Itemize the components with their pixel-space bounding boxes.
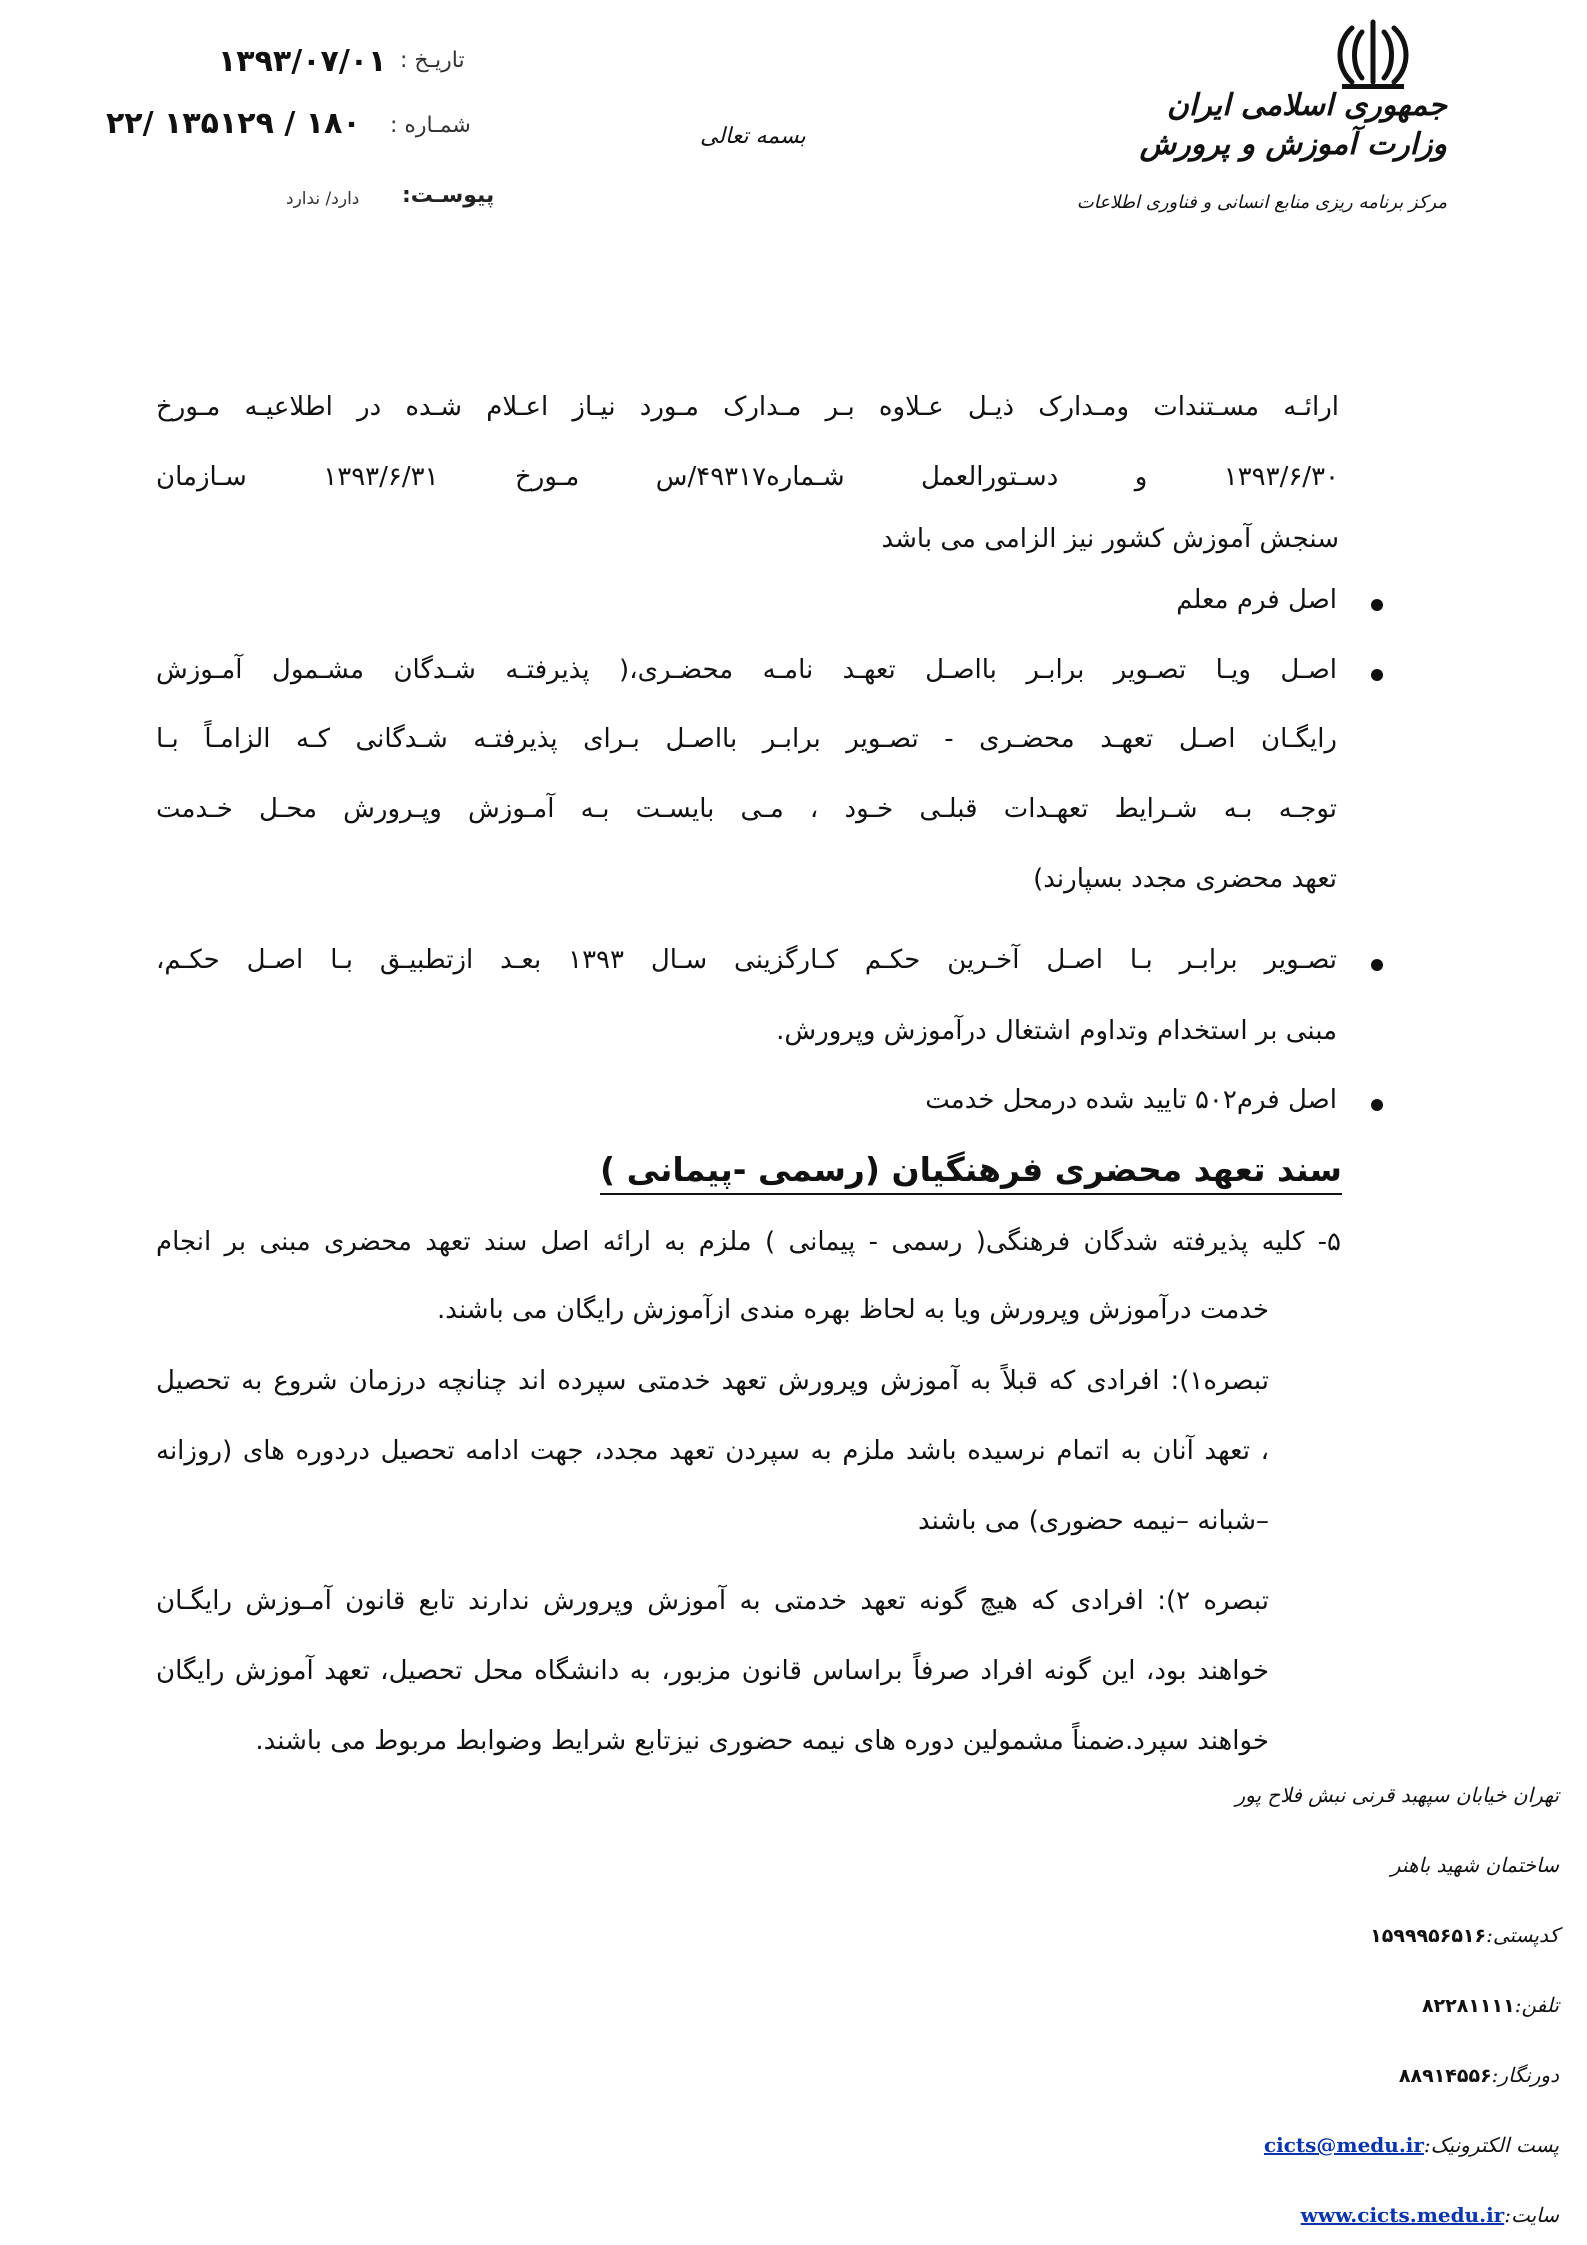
intro-line-2: ۱۳۹۳/۶/۳۰ و دسـتورالعمل شـماره۴۹۳۱۷/س مـورخ ۱۳۹۳/۶/۳۱ سـازمان xyxy=(156,462,1339,492)
bullet-item xyxy=(1176,585,1337,615)
number-value: ۱۸۰ / ۱۳۵۱۲۹ /۲۲ xyxy=(106,106,361,141)
bullet-2-line-4: تعهد محضری مجدد بسپارند) xyxy=(1033,864,1337,894)
phone-value: ۸۲۲۸۱۱۱۱ xyxy=(1421,1995,1515,2017)
bullet-3-line-1: تصـویر برابـر بـا اصـل آخـرین حکـم کـارگزینی سـال ۱۳۹۳ بعـد ازتطبیـق بـا اصـل حکـم، xyxy=(156,945,1337,975)
bullet-3-line-2: مبنی بر استخدام وتداوم اشتغال درآموزش وپرورش. xyxy=(776,1016,1337,1046)
intro-line-3: سنجش آموزش کشور نیز الزامی می باشد xyxy=(881,524,1339,554)
postal-label: کدپستی: xyxy=(1486,1923,1559,1947)
footer-building: ساختمان شهید باهنر xyxy=(1390,1853,1559,1877)
note-2-line-2: خواهند بود، این گونه افراد صرفاً براساس قانون مزبور، به دانشگاه محل تحصیل، تعهد آموزش رایگان xyxy=(156,1656,1269,1686)
note-1-line-3: –شبانه –نیمه حضوری) می باشند xyxy=(918,1506,1269,1536)
date-value: ۱۳۹۳/۰۷/۰۱ xyxy=(218,44,387,79)
site-link[interactable]: www.cicts.medu.ir xyxy=(1300,2203,1505,2227)
bullet-dot-icon xyxy=(1371,669,1383,681)
note-2-line-1: تبصره ۲): افرادی که هیچ گونه تعهد خدمتی به آموزش وپرورش ندارند تابع قانون آمـوزش رایگـان xyxy=(156,1586,1269,1616)
bullet-1-text: اصل فرم معلم xyxy=(1176,585,1337,615)
bullet-item xyxy=(925,1085,1337,1115)
email-label: پست الکترونیک: xyxy=(1423,2133,1559,2157)
bullet-4-text: اصل فرم۵۰۲ تایید شده درمحل خدمت xyxy=(925,1085,1337,1115)
republic-name: جمهوری اسلامی ایران xyxy=(1166,88,1447,123)
bullet-item xyxy=(156,945,1337,975)
intro-line-1: ارائـه مسـتندات ومـدارک ذیـل عـلاوه بـر مـدارک مـورد نیـاز اعـلام شـده در اطلاعیـه مـورخ xyxy=(156,392,1339,422)
item-5-line-1: ۵- کلیه پذیرفته شدگان فرهنگی( رسمی - پیمانی ) ملزم به ارائه اصل سند تعهد محضری مبنی بر انجام xyxy=(156,1227,1341,1257)
note-1-line-2: ، تعهد آنان به اتمام نرسیده باشد ملزم به سپردن تعهد مجدد، جهت ادامه تحصیل دردوره های (روزانه xyxy=(156,1436,1269,1466)
note-2-line-3: خواهند سپرد.ضمناً مشمولین دوره های نیمه حضوری نیزتابع شرایط وضوابط مربوط می باشند. xyxy=(255,1726,1269,1756)
attachment-value: دارد/ ندارد xyxy=(286,189,360,209)
email-link[interactable]: cicts@medu.ir xyxy=(1263,2133,1424,2157)
attachment-label: پیوسـت: xyxy=(402,183,495,208)
footer-email xyxy=(1264,2133,1559,2157)
bullet-2-line-1: اصـل ویـا تصـویر برابـر بااصـل تعهـد نامـه محضـری،( پذیرفتـه شـدگان مشـمول آمـوزش xyxy=(156,655,1337,685)
ministry-name: وزارت آموزش و پرورش xyxy=(1139,127,1447,162)
footer-postal xyxy=(1370,1923,1559,1947)
bullet-dot-icon xyxy=(1371,1099,1383,1111)
fax-label: دورنگار: xyxy=(1491,2063,1559,2087)
date-label: تاریـخ : xyxy=(400,48,465,73)
bullet-item xyxy=(156,655,1337,685)
footer-phone xyxy=(1422,1993,1559,2017)
center-name: مرکز برنامه ریزی منابع انسانی و فناوری اطلاعات xyxy=(1076,192,1447,213)
item-5-line-2: خدمت درآموزش وپرورش ویا به لحاظ بهره مندی ازآموزش رایگان می باشند. xyxy=(437,1295,1269,1325)
bullet-dot-icon xyxy=(1371,959,1383,971)
bullet-2-line-3: توجـه بـه شـرایط تعهـدات قبلـی خـود ، مـی بایسـت بـه آمـوزش وپـرورش محـل خـدمت xyxy=(156,794,1337,824)
phone-label: تلفن: xyxy=(1514,1993,1559,2017)
site-label: سایت: xyxy=(1504,2203,1559,2227)
iran-emblem-icon xyxy=(1330,18,1416,92)
bullet-dot-icon xyxy=(1371,599,1383,611)
footer-site xyxy=(1301,2203,1559,2227)
letterhead-title xyxy=(1140,86,1447,164)
section-heading: سند تعهد محضری فرهنگیان (رسمی -پیمانی ) xyxy=(600,1150,1342,1195)
bullet-2-line-2: رایگـان اصـل تعهـد محضـری - تصـویر برابـر بااصـل بـرای پذیرفتـه شـدگانی کـه الزامـاً بـا xyxy=(156,724,1337,754)
number-label: شمـاره : xyxy=(390,113,471,138)
footer-address: تهران خیابان سپهبد قرنی نبش فلاح پور xyxy=(1235,1783,1559,1807)
footer-fax xyxy=(1399,2063,1559,2087)
note-1-line-1: تبصره۱): افرادی که قبلاً به آموزش وپرورش تعهد خدمتی سپرده اند چنانچه درزمان شروع به تحصیل xyxy=(156,1366,1269,1396)
besmeh-text: بسمه تعالی xyxy=(700,124,806,149)
fax-value: ۸۸۹۱۴۵۵۶ xyxy=(1398,2065,1492,2087)
postal-value: ۱۵۹۹۹۵۶۵۱۶ xyxy=(1370,1925,1487,1947)
